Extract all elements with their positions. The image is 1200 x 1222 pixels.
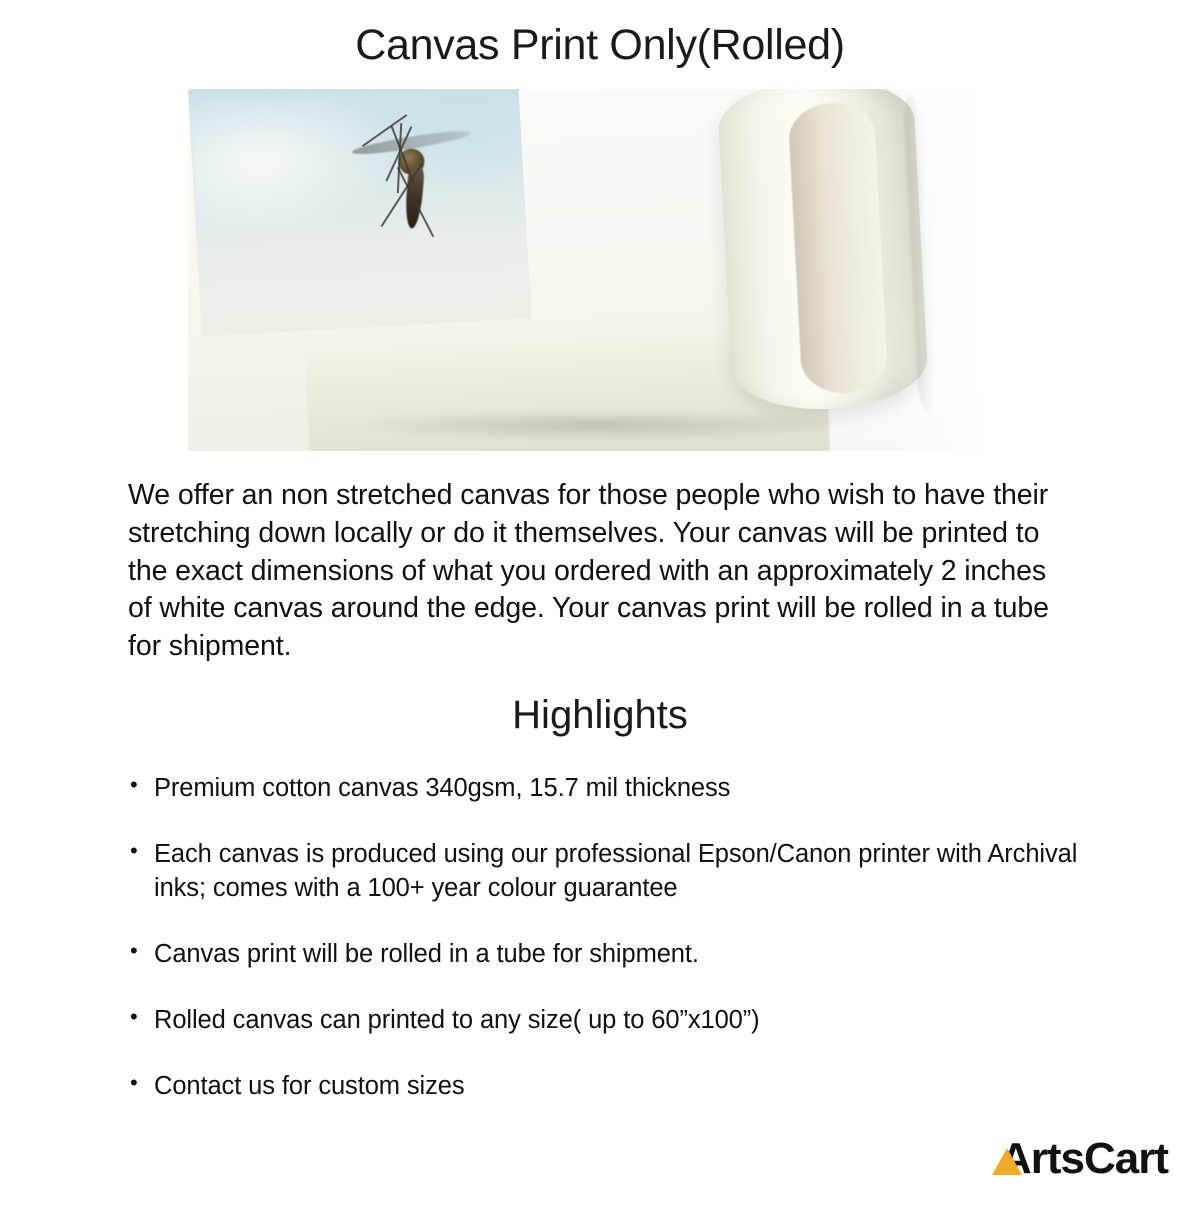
triangle-logo-icon bbox=[992, 1148, 1022, 1175]
canvas-roll-inner bbox=[787, 101, 888, 395]
rolled-canvas-photo bbox=[188, 89, 1013, 451]
highlights-list bbox=[128, 772, 1100, 1103]
logo-wordmark: rtsCart bbox=[1030, 1134, 1168, 1183]
highlights-heading: Highlights bbox=[512, 693, 688, 738]
product-description: We offer an non stretched canvas for those people who wish to have their stretching down locally or do it themselves. Your canvas will be printed to the exact dimensions of what you ordered with an approximately 2 inches of white canvas around the edge. Your canvas print will be rolled in a tube for shipment. bbox=[128, 479, 1049, 662]
printed-image-area bbox=[188, 89, 531, 337]
mosquito-subject bbox=[339, 102, 508, 281]
list-item: • Premium cotton canvas 340gsm, 15.7 mil thickness bbox=[128, 772, 1100, 805]
list-item: • Each canvas is produced using our professional Epson/Canon printer with Archival inks; comes with a 100+ year colour guarantee bbox=[128, 838, 1100, 904]
photo-right-fade bbox=[893, 89, 1013, 451]
list-item: • Rolled canvas can printed to any size( up to 60”x100”) bbox=[128, 1004, 1100, 1037]
artscart-logo bbox=[992, 1134, 1168, 1184]
product-info-page bbox=[0, 22, 1200, 1222]
drop-shadow bbox=[248, 405, 948, 445]
list-item: • Canvas print will be rolled in a tube for shipment. bbox=[128, 938, 1100, 971]
page-title: Canvas Print Only(Rolled) bbox=[355, 21, 845, 69]
hero-image-container bbox=[0, 89, 1200, 451]
logo-letter-a: A bbox=[999, 1134, 1031, 1183]
list-item: • Contact us for custom sizes bbox=[128, 1070, 1100, 1103]
